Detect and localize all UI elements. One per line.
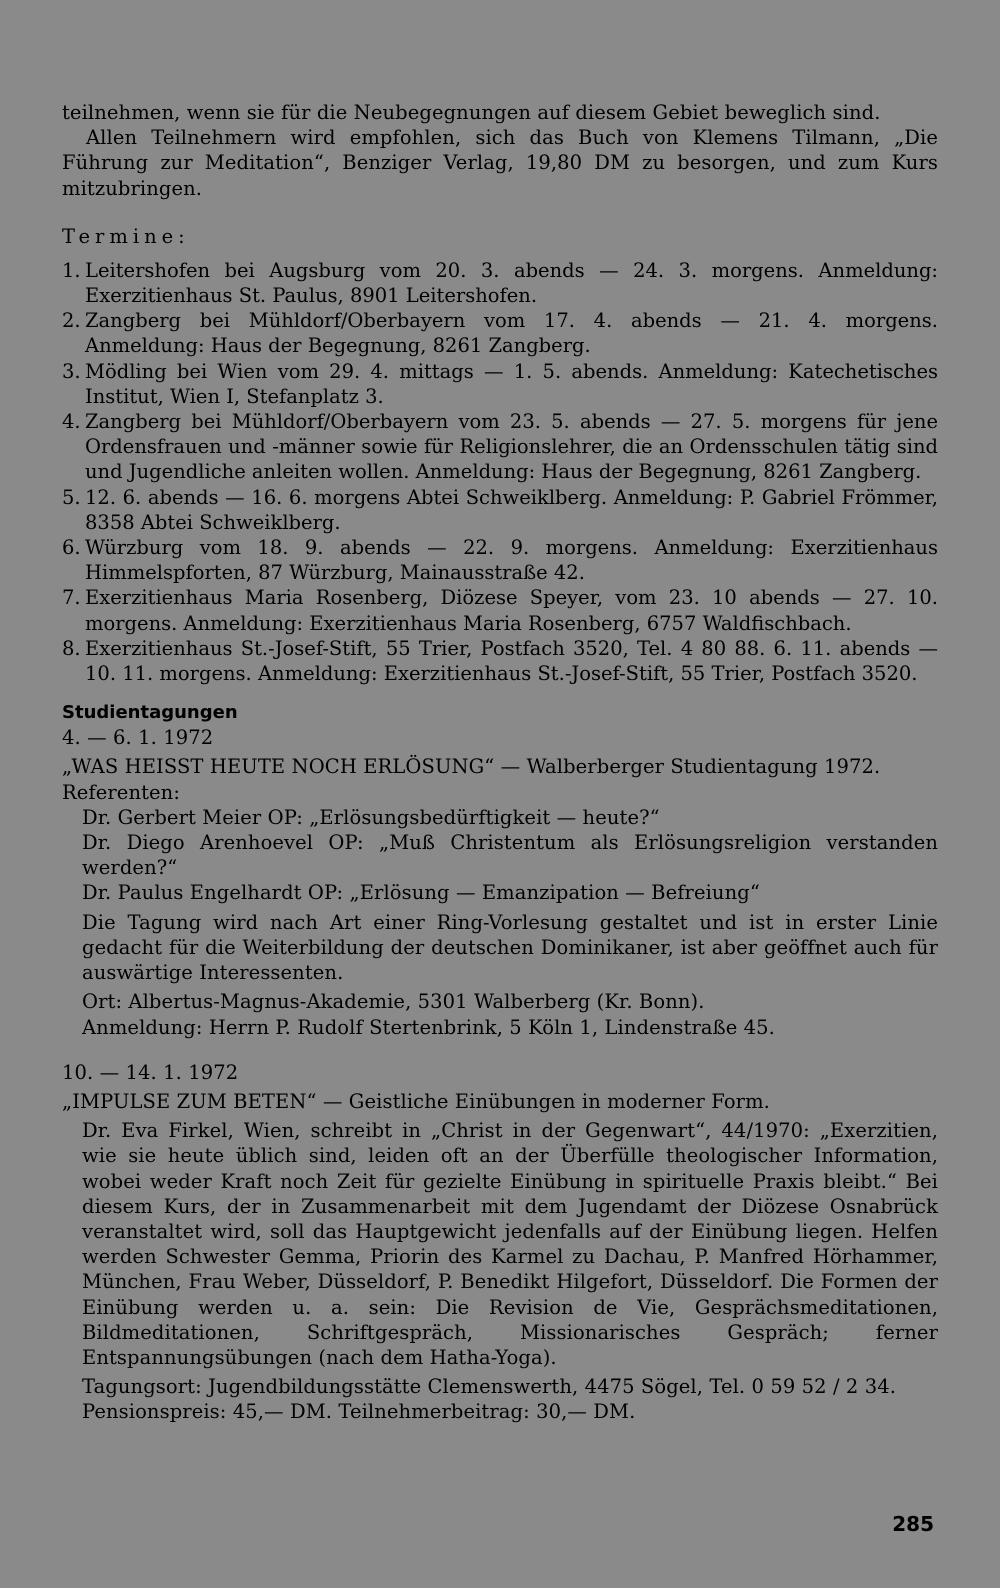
list-item: 6. Würzburg vom 18. 9. abends — 22. 9. morgens. Anmeldung: Exerzitienhaus Himmelspforten, 87 Würzburg, Mainausstraße 42. <box>62 536 938 585</box>
spacer <box>62 1040 938 1060</box>
termine-heading: Termine: <box>62 224 190 248</box>
intro-paragraph: Allen Teilnehmern wird empfohlen, sich das Buch von Klemens Tilmann, „Die Führung zur Meditation“, Benziger Verlag, 19,80 DM zu besorgen, und zum Kurs mitzubringen. <box>62 126 938 200</box>
event-title: „IMPULSE ZUM BETEN“ — Geistliche Einübungen in moderner Form. <box>62 1089 770 1113</box>
list-item: 7. Exerzitienhaus Maria Rosenberg, Diözese Speyer, vom 23. 10 abends — 27. 10. morgens. Anmeldung: Exerzitienhaus Maria Rosenberg, 6757 Waldfischbach. <box>62 586 938 635</box>
speaker-item: Dr. Paulus Engelhardt OP: „Erlösung — Emanzipation — Befreiung“ <box>82 881 760 905</box>
section-title: Studientagungen <box>62 702 238 724</box>
speaker-item: Dr. Diego Arenhoevel OP: „Muß Christentum als Erlösungsreligion verstanden werden?“ <box>82 831 938 880</box>
termine-list <box>62 258 938 686</box>
event-price: Pensionspreis: 45,— DM. Teilnehmerbeitrag: 30,— DM. <box>82 1400 636 1424</box>
event-date: 10. — 14. 1. 1972 <box>62 1060 239 1084</box>
event-date: 4. — 6. 1. 1972 <box>62 726 214 750</box>
list-item: 5. 12. 6. abends — 16. 6. morgens Abtei Schweiklberg. Anmeldung: P. Gabriel Frömmer, 8358 Abtei Schweiklberg. <box>62 485 938 534</box>
list-item: 8. Exerzitienhaus St.-Josef-Stift, 55 Trier, Postfach 3520, Tel. 4 80 88. 6. 11. abends — 10. 11. morgens. Anmeldung: Exerzitienhaus St.-Josef-Stift, 55 Trier, Postfach 3520. <box>62 636 938 686</box>
page-number: 285 <box>892 1512 934 1536</box>
referenten-label: Referenten: <box>62 780 181 804</box>
event-title: „WAS HEISST HEUTE NOCH ERLÖSUNG“ — Walberberger Studientagung 1972. <box>62 755 881 779</box>
list-item: 4. Zangberg bei Mühldorf/Oberbayern vom 23. 5. abends — 27. 5. morgens für jene Ordensfrauen und -männer sowie für Religionslehrer, die an Ordensschulen tätig sind und Jugendliche anleiten wollen. Anmeldung: Haus der Begegnung, 8261 Zangberg. <box>62 410 938 484</box>
event-registration: Anmeldung: Herrn P. Rudolf Stertenbrink, 5 Köln 1, Lindenstraße 45. <box>82 1015 775 1039</box>
intro-line: teilnehmen, wenn sie für die Neubegegnungen auf diesem Gebiet beweglich sind. <box>62 101 881 124</box>
event-location: Tagungsort: Jugendbildungsstätte Clemenswerth, 4475 Sögel, Tel. 0 59 52 / 2 34. <box>82 1375 897 1399</box>
list-item: 3. Mödling bei Wien vom 29. 4. mittags — 1. 5. abends. Anmeldung: Katechetisches Institut, Wien I, Stefanplatz 3. <box>62 359 938 408</box>
event-location: Ort: Albertus-Magnus-Akademie, 5301 Walberberg (Kr. Bonn). <box>82 990 705 1014</box>
speaker-item: Dr. Gerbert Meier OP: „Erlösungsbedürftigkeit — heute?“ <box>82 805 660 829</box>
event-description: Dr. Eva Firkel, Wien, schreibt in „Christ in der Gegenwart“, 44/1970: „Exerzitien, wie sie heute üblich sind, leiden oft an der Überfülle theologischer Information, wobei weder Kraft noch Zeit für gezielte Einübung in spirituelle Praxis bleibt.“ Bei diesem Kurs, der in Zusammenarbeit mit dem Jugendamt der Diözese Osnabrück veranstaltet wird, soll das Hauptgewicht jedenfalls auf der Einübung liegen. Helfen werden Schwester Gemma, Priorin des Karmel zu Dachau, P. Manfred Hörhammer, München, Frau Weber, Düsseldorf, P. Benedikt Hilgefort, Düsseldorf. Die Formen der Einübung werden u. a. sein: Die Revision de Vie, Gesprächsmeditationen, Bildmeditationen, Schriftgespräch, Missionarisches Gespräch; ferner Entspannungsübungen (nach dem Hatha-Yoga). <box>82 1119 938 1369</box>
event-description: Die Tagung wird nach Art einer Ring-Vorlesung gestaltet und ist in erster Linie gedacht für die Weiterbildung der deutschen Dominikaner, ist aber geöffnet auch für auswärtige Interessenten. <box>82 910 938 985</box>
list-item: 1. Leitershofen bei Augsburg vom 20. 3. abends — 24. 3. morgens. Anmeldung: Exerzitienhaus St. Paulus, 8901 Leitershofen. <box>62 258 938 308</box>
list-item: 2. Zangberg bei Mühldorf/Oberbayern vom 17. 4. abends — 21. 4. morgens. Anmeldung: Haus der Begegnung, 8261 Zangberg. <box>62 309 938 358</box>
